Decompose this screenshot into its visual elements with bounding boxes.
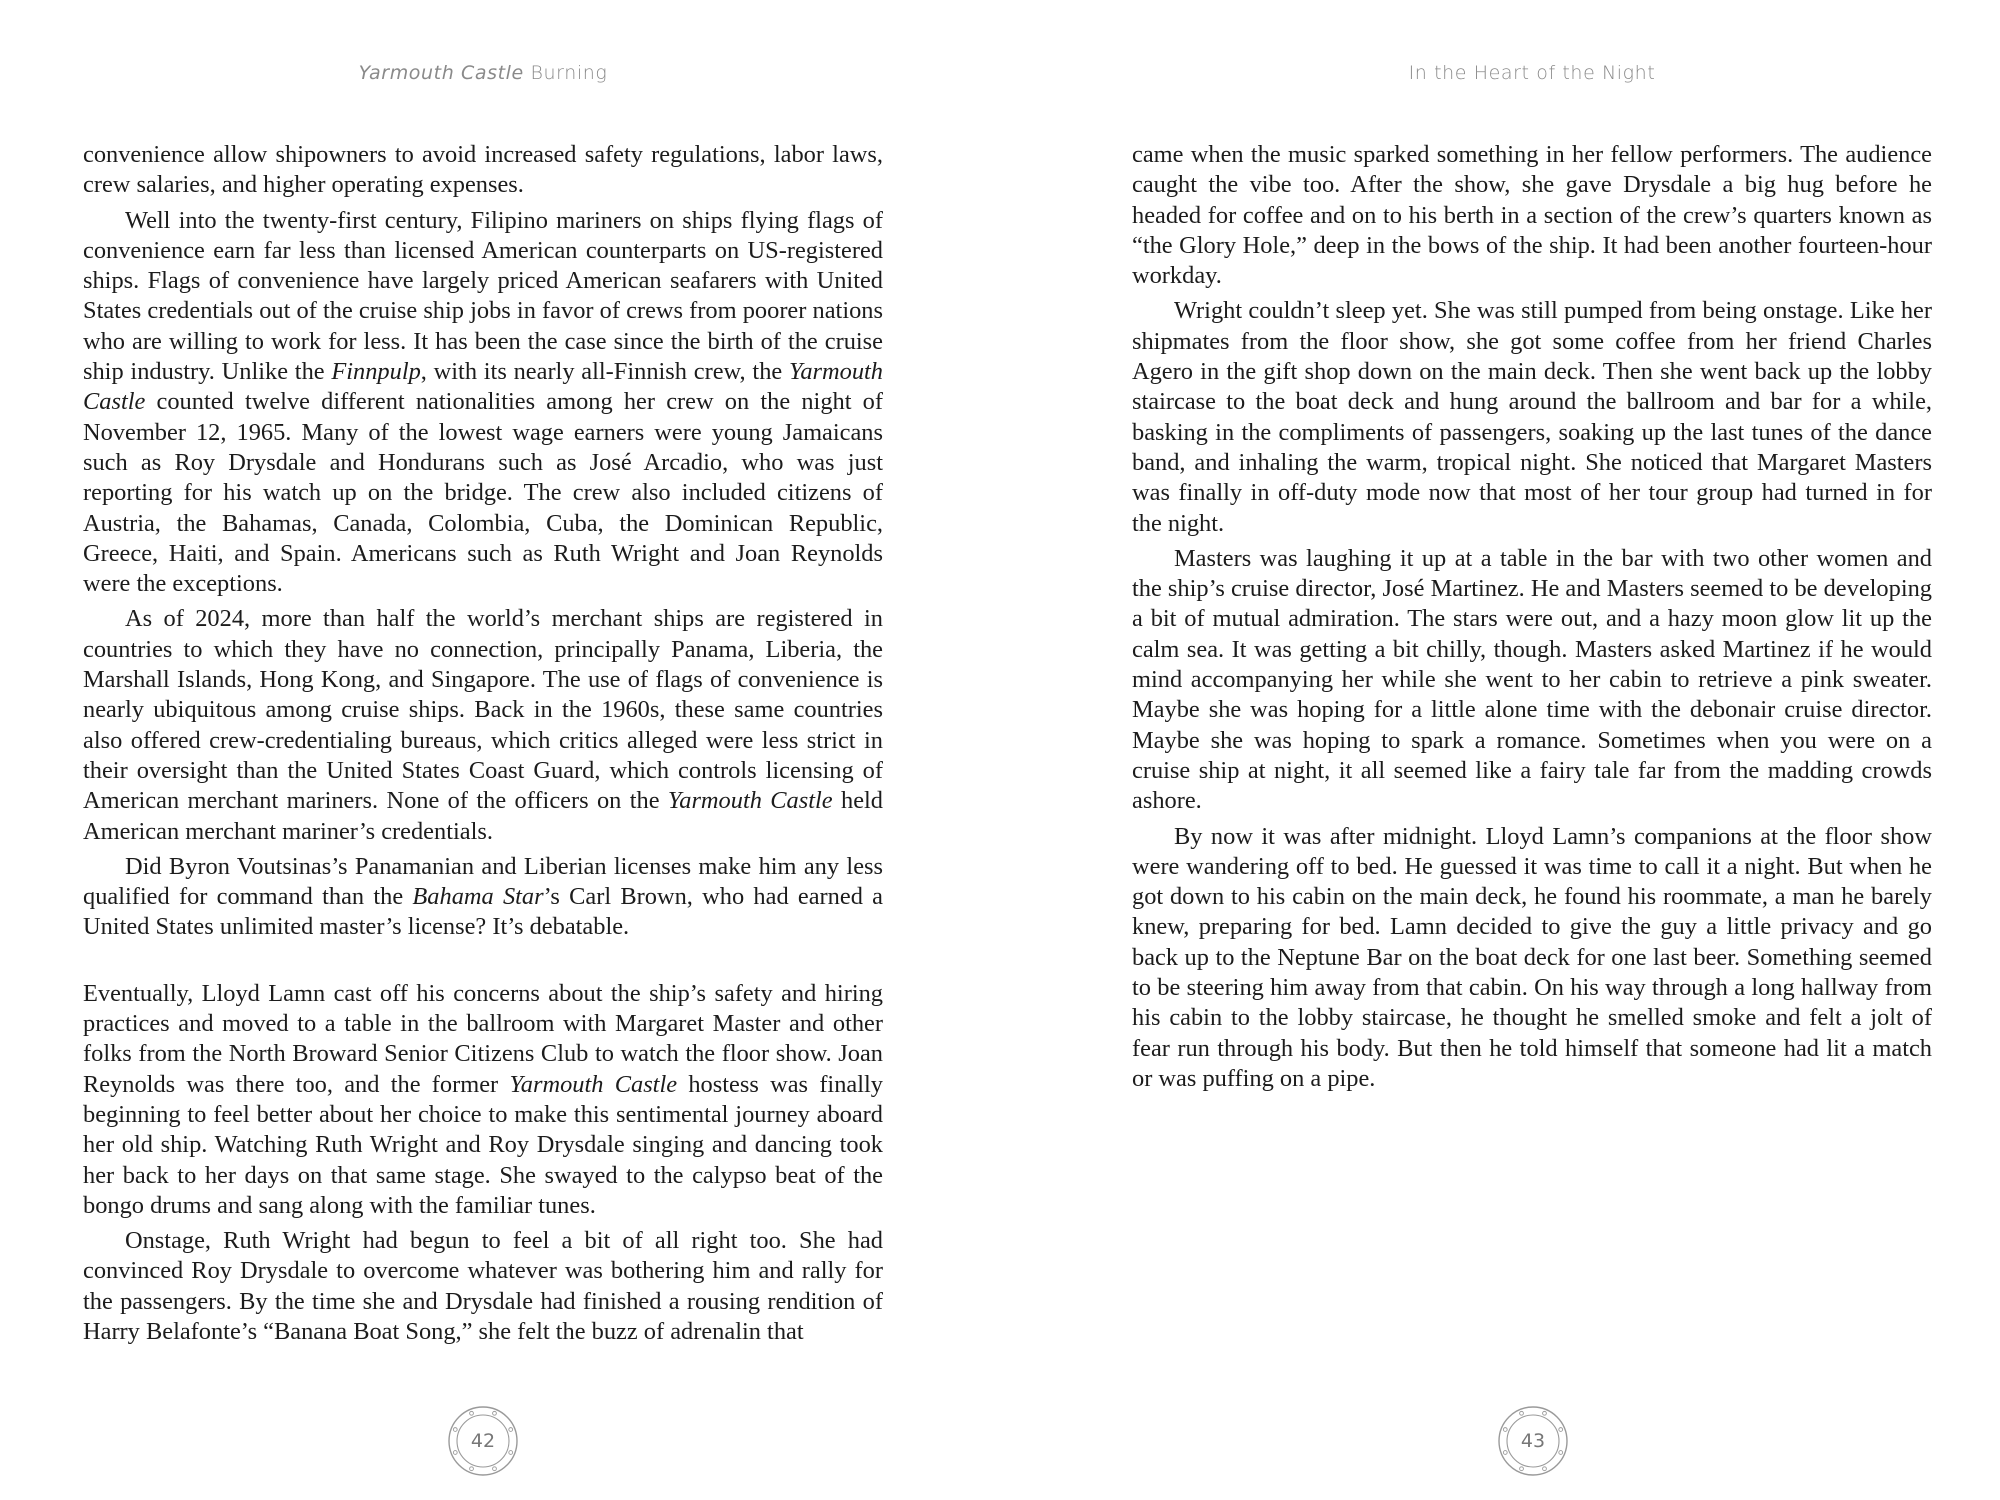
body-paragraph: [1132, 544, 1932, 817]
paragraph-text: By now it was after midnight. Lloyd Lamn’s companions at the floor show were wandering off to bed. He guessed it was time to call it a night. But when he got down to his cabin on the main deck, he found his roommate, a man he barely knew, preparing for bed. Lamn decided to give the guy a little privacy and go back up to the Neptune Bar on the boat deck for one last beer. Something seemed to be steering him away from that cabin. On his way through a long hallway from his cabin to the lobby staircase, he thought he smelled smoke and felt a jolt of fear run through his body. But then he told himself that someone had lit a match or was puffing on a pipe.: [1132, 822, 1932, 1092]
paragraph-text: Well into the twenty-first century, Filipino mariners on ships flying flags of convenience earn far less than licensed American counterparts on US-registered ships. Flags of convenience have largely priced American seafarers with United States credentials out of the cruise ship jobs in favor of crews from poorer nations who are willing to work for less. It has been the case since the birth of the cruise ship industry. Unlike the: [83, 206, 883, 386]
paragraph-text: hostess was finally beginning to feel better about her choice to make this sentimental journey aboard her old ship. Watching Ruth Wright and Roy Drysdale singing and dancing took her back to her days on that same stage. She swayed to the calypso beat of the bongo drums and sang along with the familiar tunes.: [83, 1070, 883, 1219]
italic-title-text: Yarmouth Castle: [509, 1070, 678, 1098]
page-number-ornament: [1495, 1403, 1571, 1479]
right-page: [1000, 0, 2000, 1500]
page-number: 43: [1520, 1430, 1546, 1452]
page-number-ornament: [445, 1403, 521, 1479]
body-paragraph: [83, 206, 883, 600]
body-paragraph: [83, 1226, 883, 1347]
paragraph-text: held American merchant mariner’s credentials.: [83, 787, 883, 845]
italic-title-text: Finnpulp: [331, 358, 421, 386]
body-paragraph: [83, 979, 883, 1221]
body-paragraph: [83, 604, 883, 846]
body-paragraph: [1132, 822, 1932, 1095]
paragraph-text: ’s Carl Brown, who had earned a United States unlimited master’s license? It’s debatable.: [83, 883, 883, 941]
paragraph-text: Did Byron Voutsinas’s Panamanian and Liberian licenses make him any less qualified for command than the: [83, 852, 883, 911]
running-head-title-italic: Yarmouth Castle: [358, 62, 524, 84]
page-number: 42: [470, 1430, 496, 1452]
running-head-left: [83, 62, 883, 84]
paragraph-text: convenience allow shipowners to avoid increased safety regulations, labor laws, crew salaries, and higher operating expenses.: [83, 141, 883, 199]
paragraph-text: As of 2024, more than half the world’s merchant ships are registered in countries to which they have no connection, principally Panama, Liberia, the Marshall Islands, Hong Kong, and Singapore. The use of flags of convenience is nearly ubiquitous among cruise ships. Back in the 1960s, these same countries also offered crew-credentialing bureaus, which critics alleged were less strict in their oversight than the United States Coast Guard, which controls licensing of American merchant mariners. None of the officers on the: [83, 605, 883, 815]
paragraph-text: Eventually, Lloyd Lamn cast off his concerns about the ship’s safety and hiring practices and moved to a table in the ballroom with Margaret Master and other folks from the North Broward Senior Citizens Club to watch the floor show. Joan Reynolds was there too, and the former: [83, 979, 883, 1098]
body-paragraph: [83, 852, 883, 943]
body-paragraph: [1132, 140, 1932, 291]
italic-title-text: Bahama Star: [412, 883, 544, 911]
paragraph-text: , with its nearly all-Finnish crew, the: [420, 358, 789, 386]
paragraph-text: came when the music sparked something in her fellow performers. The audience caught the vibe too. After the show, she gave Drysdale a big hug before he headed for coffee and on to his berth in a section of the crew’s quarters known as “the Glory Hole,” deep in the bows of the ship. It had been another fourteen-hour workday.: [1132, 141, 1932, 290]
italic-title-text: Yarmouth Castle: [83, 358, 883, 416]
body-paragraph: [83, 140, 883, 201]
running-head-title-rest: Burning: [523, 62, 608, 84]
body-paragraph: [1132, 296, 1932, 538]
paragraph-text: Masters was laughing it up at a table in the bar with two other women and the ship’s cruise director, José Martinez. He and Masters seemed to be developing a bit of mutual admiration. The stars were out, and a hazy moon glow lit up the calm sea. It was getting a bit chilly, though. Masters asked Martinez if he would mind accompanying her while she went to her cabin to retrieve a pink sweater. Maybe she was hoping for a little alone time with the debonair cruise director. Maybe she was hoping to spark a romance. Sometimes when you were on a cruise ship at night, it all seemed like a fairy tale far from the madding crowds ashore.: [1132, 544, 1932, 815]
paragraph-text: counted twelve different nationalities among her crew on the night of November 12, 1965. Many of the lowest wage earners were young Jamaicans such as Roy Drysdale and Hondurans such as José Arcadio, who was just reporting for his watch up on the bridge. The crew also included citizens of Austria, the Bahamas, Canada, Colombia, Cuba, the Dominican Republic, Greece, Haiti, and Spain. Americans such as Ruth Wright and Joan Reynolds were the exceptions.: [83, 388, 883, 598]
italic-title-text: Yarmouth Castle: [667, 787, 833, 815]
paragraph-text: Onstage, Ruth Wright had begun to feel a bit of all right too. She had convinced Roy Drysdale to overcome whatever was bothering him and rally for the passengers. By the time she and Drysdale had finished a rousing rendition of Harry Belafonte’s “Banana Boat Song,” she felt the buzz of adrenalin that: [83, 1227, 883, 1345]
body-text-left: [83, 140, 883, 1352]
body-text-right: [1132, 140, 1932, 1099]
paragraph-text: Wright couldn’t sleep yet. She was still pumped from being onstage. Like her shipmates from the floor show, she got some coffee from her friend Charles Agero in the gift shop down on the main deck. Then she went back up the lobby staircase to the boat deck and hung around the ballroom and bar for a while, basking in the compliments of passengers, soaking up the last tunes of the dance band, and inhaling the warm, tropical night. She noticed that Margaret Masters was finally in off-duty mode now that most of her tour group had turned in for the night.: [1132, 297, 1932, 537]
running-head-right: In the Heart of the Night: [1408, 62, 1656, 84]
